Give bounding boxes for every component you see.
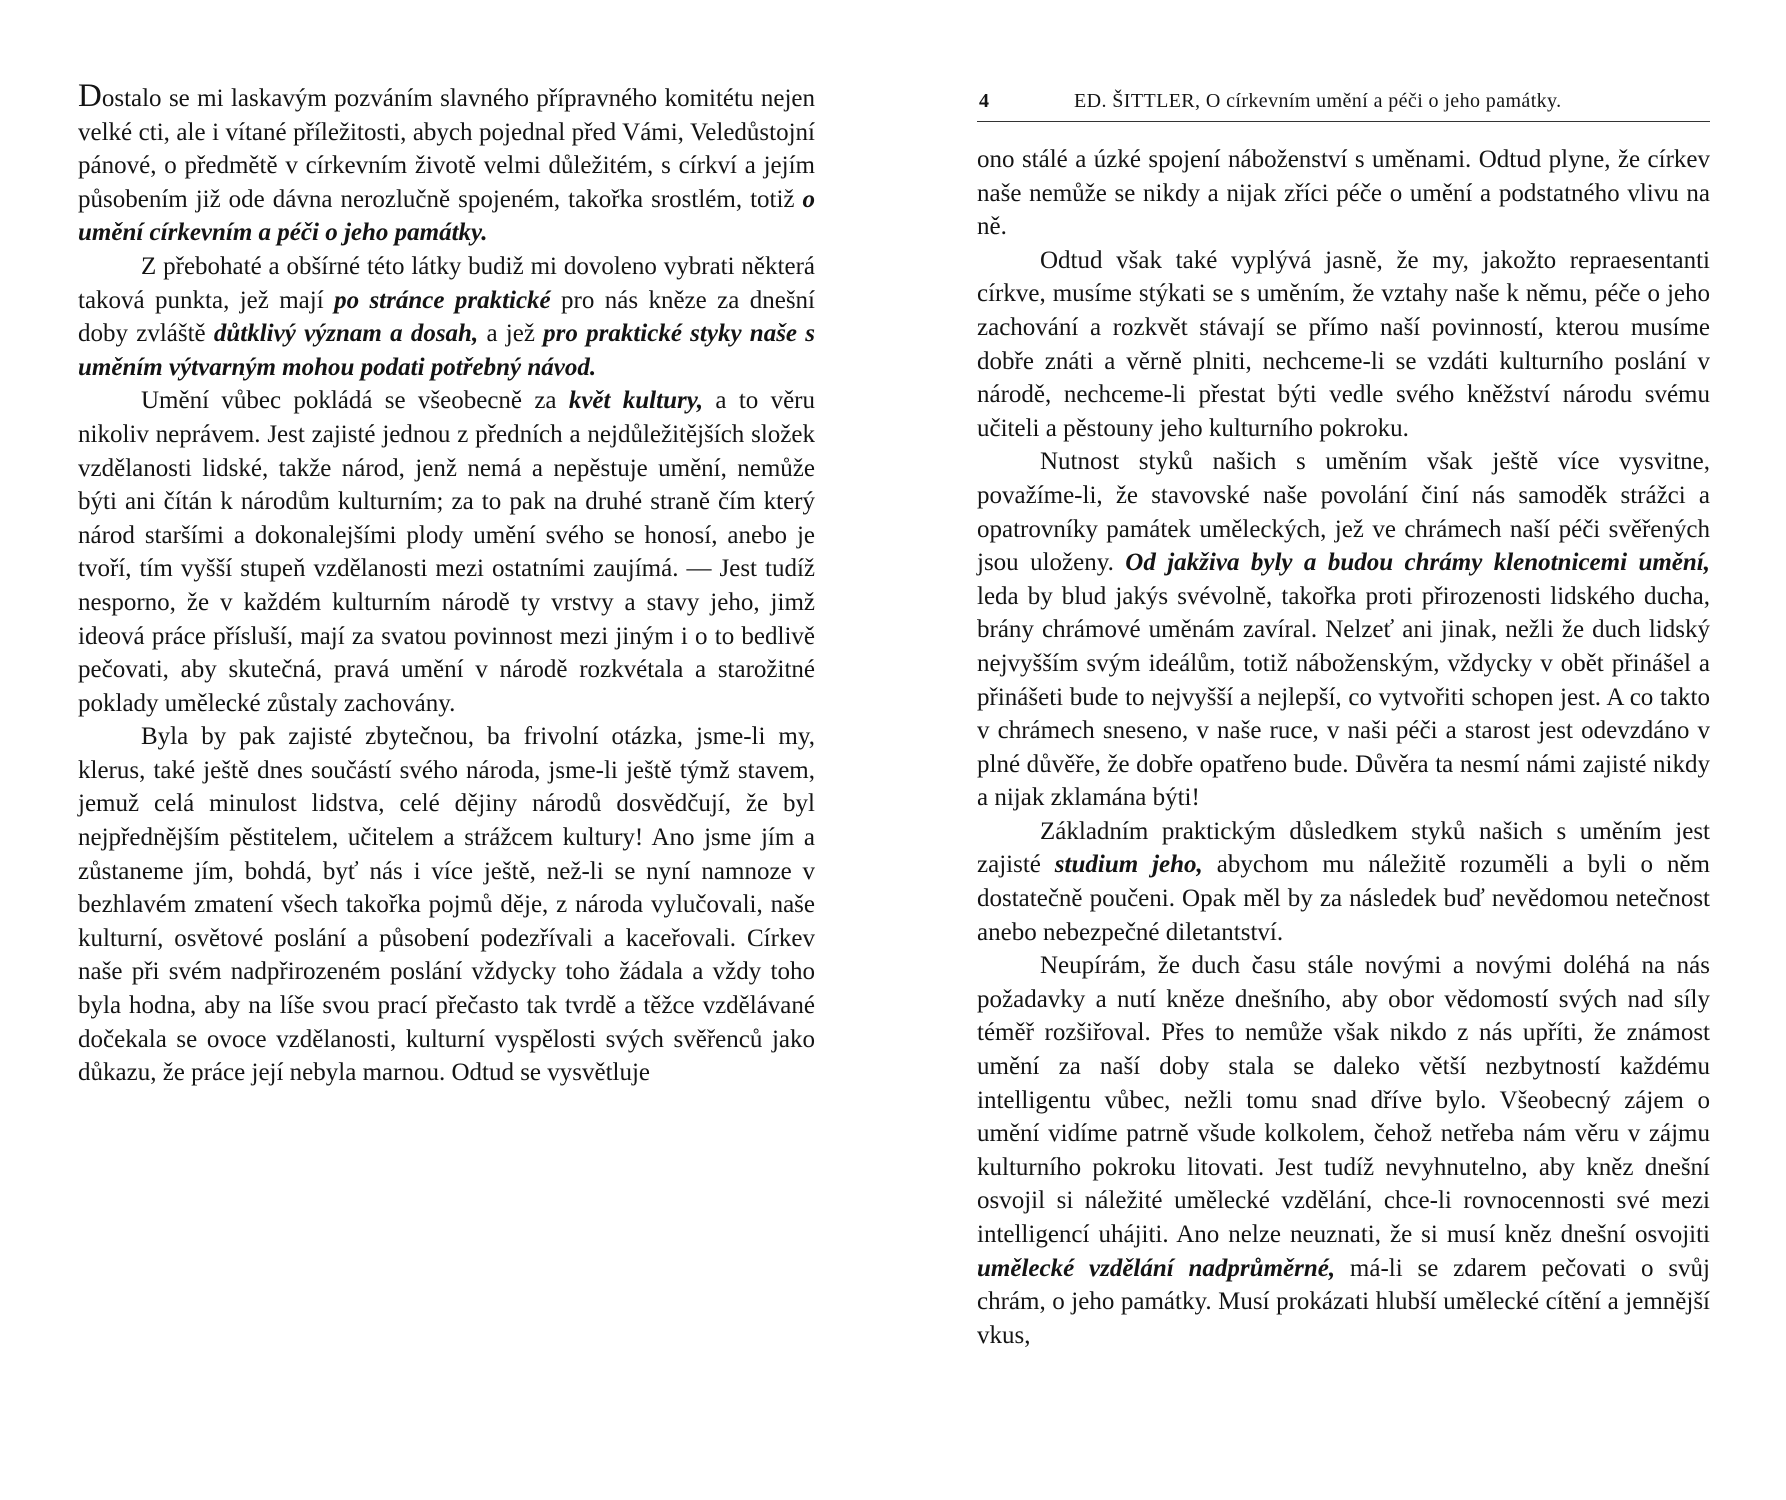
page-number: 4 [979, 90, 989, 112]
paragraph [977, 949, 1710, 1352]
paragraph [78, 720, 815, 1090]
text-run: a jež [478, 320, 544, 348]
text-run: abychom mu náležitě rozuměli a byli o něm dostatečně poučeni. Opak měl by za následek buď nevědomou netečnost anebo nebezpečné diletantství. [977, 851, 1710, 946]
text-run: Umění vůbec pokládá se všeobecně za [141, 387, 569, 415]
text-run: Byla by pak zajisté zbytečnou, ba frivolní otázka, jsme-li my, klerus, také ještě dnes součástí svého národa, jsme-li ještě týmž stavem, jemuž celá minulost lidstva, celé dějiny národů dosvědčují, že byl nejpřednějším pěstitelem, učitelem a strážcem kultury! Ano jsme jím a zůstaneme jím, bohdá, byť nás i více ještě, než-li se nyní namnoze v bezhlavém zmatení všech takořka pojmů děje, z národa vylučovali, naše kulturní, osvětové poslání a působení podezřívali a kaceřovali. Církev naše při svém nadpřirozeném poslání vždycky toho žádala a vždy toho byla hodna, aby na líše svou prací přečasto tak tvrdě a těžce vzdělávané dočekala se ovoce vzdělanosti, kulturní vyspělosti svých svěřenců jako důkazu, že práce její nebyla marnou. Odtud se vysvětluje [78, 723, 815, 1087]
paragraph [977, 143, 1710, 244]
emphasis-text: o umění církevním a péči o jeho památky. [78, 185, 815, 247]
paragraph [78, 78, 815, 250]
emphasis-text: důtklivý význam a dosah, [213, 320, 479, 348]
emphasis-text: po stránce praktické [334, 286, 551, 314]
text-run: leda by blud jakýs svévolně, takořka proti přirozenosti lidského ducha, brány chrámové uměnám zavíral. Nelzeť ani jinak, nežli že duch lidský nejvyšším svým ideálům, totiž náboženským, vždycky v obět přinášel a přinášeti bude to nejvyšší a nejlepší, co vytvořiti schopen jest. A co takto v chrámech sneseno, v naše ruce, v naši péči a starost jest odevzdáno v plné důvěře, že dobře opatřeno bude. Důvěra ta nesmí námi zajisté nikdy a nijak zklamána býti! [977, 582, 1710, 812]
left-page-body [78, 78, 815, 1090]
paragraph [977, 445, 1710, 815]
emphasis-text: pro praktické styky naše s uměním výtvarným mohou podati potřebný návod. [78, 320, 815, 381]
emphasis-text: studium jeho, [1054, 851, 1203, 879]
text-run: pro nás kněze za dnešní doby zvláště [78, 286, 815, 348]
running-head [977, 90, 1710, 122]
right-page-body [977, 143, 1710, 1352]
right-page [977, 0, 1710, 1500]
text-run: ono stálé a úzké spojení náboženství s uměnami. Odtud plyne, že církev naše nemůže se nikdy a nijak zříci péče o umění a podstatného vlivu na ně. [977, 146, 1710, 241]
running-head-title: ED. ŠITTLER, O církevním umění a péči o jeho památky. [1074, 90, 1562, 112]
paragraph [977, 815, 1710, 949]
text-run: Nutnost styků našich s uměním však ještě více vysvitne, považíme-li, že stavovské naše povolání činí nás samoděk strážci a opatrovníky památek uměleckých, jež ve chrámech naší péči svěřených jsou uloženy. [977, 448, 1710, 577]
left-page [78, 0, 815, 1500]
emphasis-text: umělecké vzdělání nadprůměrné, [977, 1254, 1336, 1282]
text-run: ostalo se mi laskavým pozváním slavného přípravného komitétu nejen velké cti, ale i vítané příležitosti, abych pojednal před Vámi, Veledůstojní pánové, o předmětě v církevním životě velmi důležitém, s církví a jejím působením již ode dávna nerozlučně spojeném, takořka srostlém, totiž [78, 85, 815, 213]
paragraph [78, 250, 815, 384]
text-run: má-li se zdarem pečovati o svůj chrám, o jeho památky. Musí prokázati hlubší umělecké cítění a jemnější vkus, [977, 1254, 1710, 1349]
drop-capital: D [78, 78, 102, 114]
text-run: Neupírám, že duch času stále novými a novými doléhá na nás požadavky a nutí kněze dnešního, aby obor vědomostí svých nad síly téměř rozšiřoval. Přes to nemůže však nikdo z nás upříti, že známost umění za naší doby stala se daleko větší nezbytností každému intelligentu vůbec, nežli tomu snad dříve bylo. Všeobecný zájem o umění vidíme patrně všude kolkolem, čehož netřeba nám věru v zájmu kulturního pokroku litovati. Jest tudíž nevyhnutelno, aby kněz dnešní osvojil si náležité umělecké vzdělání, chce-li rovnocennosti své mezi intelligencí uhájiti. Ano nelze neuznati, že si musí kněz dnešní osvojiti [977, 952, 1710, 1248]
paragraph [977, 244, 1710, 446]
paragraph [78, 384, 815, 720]
text-run: Odtud však také vyplývá jasně, že my, jakožto repraesentanti církve, musíme stýkati se s uměním, že vztahy naše k němu, péče o jeho zachování a rozkvět stávají se přímo naší povinností, kterou musíme dobře znáti a věrně plniti, nechceme-li se vzdáti kulturního poslání v národě, nechceme-li přestat býti vedle svého kněžství národu svému učiteli a pěstouny jeho kulturního pokroku. [977, 246, 1710, 442]
text-run: Z přebohaté a obšírné této látky budiž mi dovoleno vybrati některá taková punkta, jež mají [78, 252, 815, 314]
text-run: a to věru nikoliv neprávem. Jest zajisté jednou z předních a nejdůležitějších složek vzdělanosti lidské, takže národ, jenž nemá a nepěstuje umění, nemůže býti ani čítán k národům kulturním; za to pak na druhé straně čím který národ staršími a dokonalejšími plody umění svého se honosí, anebo je tvoří, tím vyšší stupeň vzdělanosti mezi ostatními zaujímá. — Jest tudíž nesporno, že v každém kulturním národě ty vrstvy a stavy jeho, jimž ideová práce přísluší, mají za svatou povinnost mezi jiným i o to bedlivě pečovati, aby skutečná, pravá umění v národě rozkvétala a starožitné poklady umělecké zůstaly zachovány. [78, 387, 815, 717]
header-rule [977, 121, 1710, 122]
emphasis-text: Od jakživa byly a budou chrámy klenotnicemi umění, [1125, 549, 1710, 577]
emphasis-text: květ kultury, [568, 387, 704, 415]
text-run: Základním praktickým důsledkem styků našich s uměním jest zajisté [977, 817, 1710, 879]
